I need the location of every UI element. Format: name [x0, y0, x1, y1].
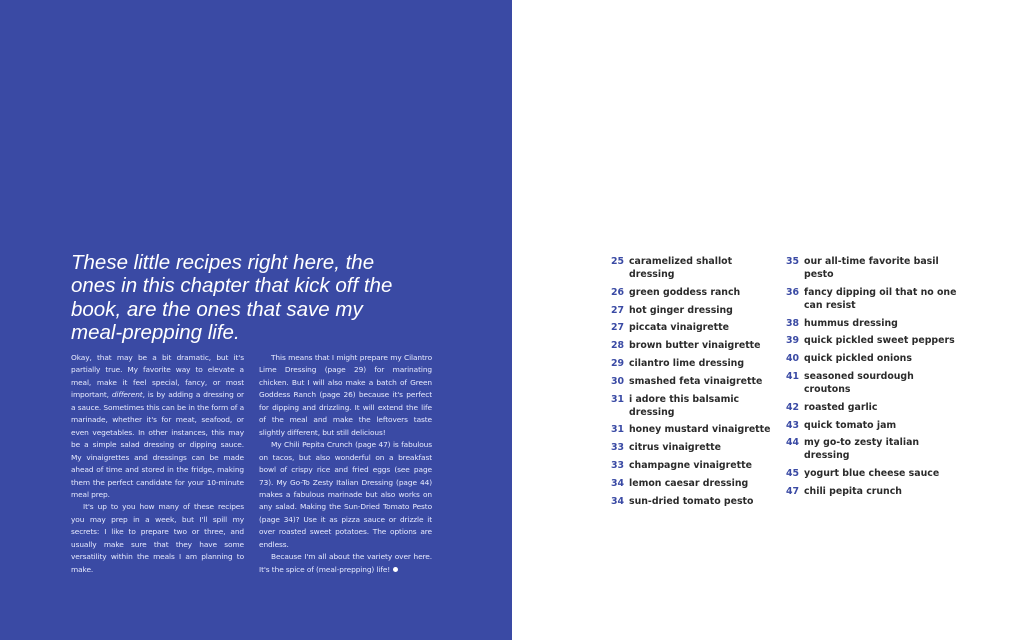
toc-title: lemon caesar dressing	[629, 477, 749, 489]
body-paragraph	[71, 352, 244, 501]
toc-page-number: 34	[610, 495, 624, 507]
toc-page-number: 25	[610, 256, 624, 267]
toc-page-number: 42	[785, 401, 799, 413]
toc-page-number: 26	[610, 286, 624, 298]
toc-page-number: 47	[785, 485, 799, 497]
toc-item[interactable]	[782, 370, 957, 396]
toc-page-number: 40	[785, 353, 799, 365]
toc-item[interactable]	[607, 441, 777, 454]
toc-item[interactable]	[607, 286, 777, 299]
toc-page-number: 33	[610, 442, 624, 454]
body-paragraph	[259, 551, 432, 576]
toc-item[interactable]	[607, 255, 777, 281]
toc-title: hot ginger dressing	[629, 304, 733, 316]
toc-title: sun-dried tomato pesto	[629, 495, 754, 507]
toc-title: brown butter vinaigrette	[629, 340, 761, 352]
toc-title: honey mustard vinaigrette	[629, 424, 771, 436]
toc-item[interactable]	[782, 317, 957, 330]
intro-quote: These little recipes right here, the ones in this chapter that kick off the book, are the ones that save my meal-prepping life.	[71, 251, 393, 344]
toc-title: quick tomato jam	[804, 419, 897, 431]
toc-item[interactable]	[607, 459, 777, 472]
toc-page-number: 38	[785, 317, 799, 329]
toc-title: quick pickled sweet peppers	[804, 335, 955, 347]
toc-item[interactable]	[782, 419, 957, 432]
toc-title: champagne vinaigrette	[629, 459, 752, 471]
toc-page-number: 27	[610, 322, 624, 334]
toc-page-number: 27	[610, 304, 624, 316]
toc-item[interactable]	[607, 393, 777, 419]
toc-item[interactable]	[782, 401, 957, 414]
toc-column-right	[782, 255, 957, 503]
toc-title: i adore this balsamic dressing	[629, 393, 740, 418]
toc-page-number: 30	[610, 375, 624, 387]
toc-page-number: 44	[785, 437, 799, 449]
toc-item[interactable]	[607, 304, 777, 317]
toc-title: yogurt blue cheese sauce	[804, 468, 940, 480]
toc-page-number: 34	[610, 477, 624, 489]
toc-item[interactable]	[607, 321, 777, 334]
toc-item[interactable]	[607, 357, 777, 370]
toc-page-number: 35	[785, 256, 799, 267]
toc-page-number: 45	[785, 468, 799, 480]
toc-title: fancy dipping oil that no one can resist	[804, 286, 957, 311]
toc-page-number: 39	[785, 335, 799, 347]
toc-page-number: 36	[785, 286, 799, 298]
toc-item[interactable]	[782, 485, 957, 498]
toc-title: piccata vinaigrette	[629, 322, 729, 334]
toc-page-number: 31	[610, 393, 624, 405]
toc-title: hummus dressing	[804, 317, 898, 329]
toc-title: cilantro lime dressing	[629, 357, 745, 369]
toc-column-left	[607, 255, 777, 512]
body-paragraph: This means that I might prepare my Cilantro Lime Dressing (page 29) for marinating chicken. But I will also make a batch of Green Goddess Ranch (page 26) because it's perfect for dipping and drizzling. It will extend the life of the meal and make the leftovers taste slightly different, but still delicious!	[259, 353, 432, 437]
toc-title: caramelized shallot dressing	[629, 256, 733, 280]
toc-item[interactable]	[607, 423, 777, 436]
toc-title: roasted garlic	[804, 401, 878, 413]
toc-item[interactable]	[607, 375, 777, 388]
body-emphasis: different	[111, 390, 143, 400]
toc-item[interactable]	[782, 352, 957, 365]
toc-title: quick pickled onions	[804, 353, 912, 365]
toc-title: smashed feta vinaigrette	[629, 375, 763, 387]
body-paragraph: It's up to you how many of these recipes you may prep in a week, but I'll spill my secrets: I like to prepare two or three, and usually make sure that they have some versatility within the meals I am planning to make.	[71, 502, 244, 574]
toc-item[interactable]	[607, 477, 777, 490]
toc-item[interactable]	[782, 467, 957, 480]
toc-item[interactable]	[607, 339, 777, 352]
body-column-1	[71, 352, 244, 576]
toc-page-number: 33	[610, 459, 624, 471]
toc-title: seasoned sourdough croutons	[804, 370, 914, 395]
toc-item[interactable]	[782, 334, 957, 347]
toc-page-number: 31	[610, 424, 624, 436]
toc-item[interactable]	[782, 436, 957, 462]
body-column-2	[259, 352, 432, 576]
body-text: , is by adding a dressing or a sauce. Sometimes this can be in the form of a marinade, whether it's for meat, seafood, or even vegetables. In other instances, this may be a simple salad dressing or dipping sauce. My vinaigrettes and dressings can be made ahead of time and stored in the fridge, making them the perfect candidate for your 10-minute meal prep.	[71, 390, 244, 499]
end-mark-icon	[393, 567, 398, 572]
toc-page-number: 28	[610, 340, 624, 352]
toc-page-number: 41	[785, 370, 799, 382]
toc-item[interactable]	[782, 255, 957, 281]
toc-item[interactable]	[782, 286, 957, 312]
toc-title: citrus vinaigrette	[629, 442, 721, 454]
toc-item[interactable]	[607, 495, 777, 508]
toc-title: green goddess ranch	[629, 286, 741, 298]
toc-page-number: 43	[785, 419, 799, 431]
toc-title: chili pepita crunch	[804, 485, 902, 497]
toc-page-number: 29	[610, 357, 624, 369]
toc-title: our all-time favorite basil pesto	[804, 256, 939, 280]
body-text: Okay, that may be a bit dramatic, but it's partially true. My favorite way to elevate a meal, make it feel special, fancy, or most important,	[71, 353, 244, 400]
body-paragraph: My Chili Pepita Crunch (page 47) is fabulous on tacos, but also wonderful on a breakfast bowl of crispy rice and fried eggs (see page 73). My Go-To Zesty Italian Dressing (page 44) makes a fabulous marinade but also works on any salad. Making the Sun-Dried Tomato Pesto (page 34)? Use it as pizza sauce or drizzle it over roasted sweet potatoes. The options are endless.	[259, 440, 432, 549]
body-text: Because I'm all about the variety over here. It's the spice of (meal-prepping) life!	[259, 552, 432, 574]
toc-title: my go-to zesty italian dressing	[804, 437, 920, 462]
